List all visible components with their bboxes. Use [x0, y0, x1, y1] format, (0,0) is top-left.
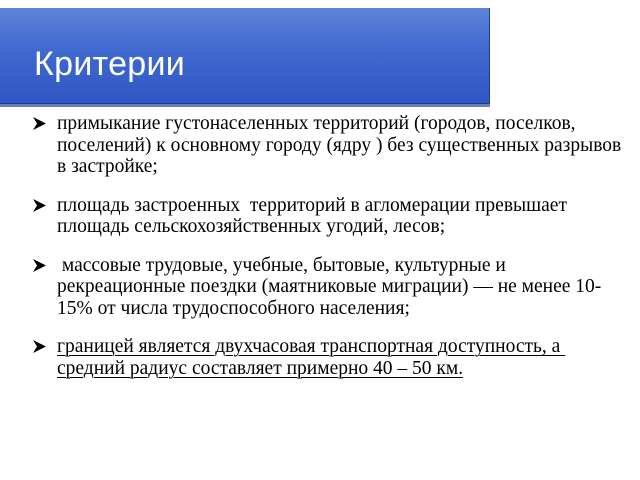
- bullet-item: [32, 255, 628, 320]
- title-divider: [0, 104, 490, 107]
- arrow-bullet-icon: [32, 198, 47, 213]
- bullet-item: [32, 336, 628, 379]
- arrow-bullet-icon: [32, 339, 47, 354]
- bullet-item: [32, 195, 628, 238]
- title-bar: [0, 8, 490, 104]
- bullet-list: [32, 113, 628, 379]
- bullet-item: [32, 113, 628, 178]
- bullet-text: примыкание густонаселенных территорий (городов, поселков, поселений) к основному городу (ядру ) без существенных разрывов в застройке;: [57, 113, 627, 177]
- bullet-text: границей является двухчасовая транспортная доступность, а средний радиус составляет примерно 40 – 50 км.: [57, 336, 566, 379]
- arrow-bullet-icon: [32, 116, 47, 131]
- slide-title: Критерии: [34, 45, 186, 83]
- bullet-text: площадь застроенных территорий в агломерации превышает площадь сельскохозяйственных угодий, лесов;: [57, 194, 572, 237]
- arrow-bullet-icon: [32, 258, 47, 273]
- bullet-text: массовые трудовые, учебные, бытовые, культурные и рекреационные поездки (маятниковые миграции) — не менее 10-15% от числа трудоспособного населения;: [57, 254, 602, 319]
